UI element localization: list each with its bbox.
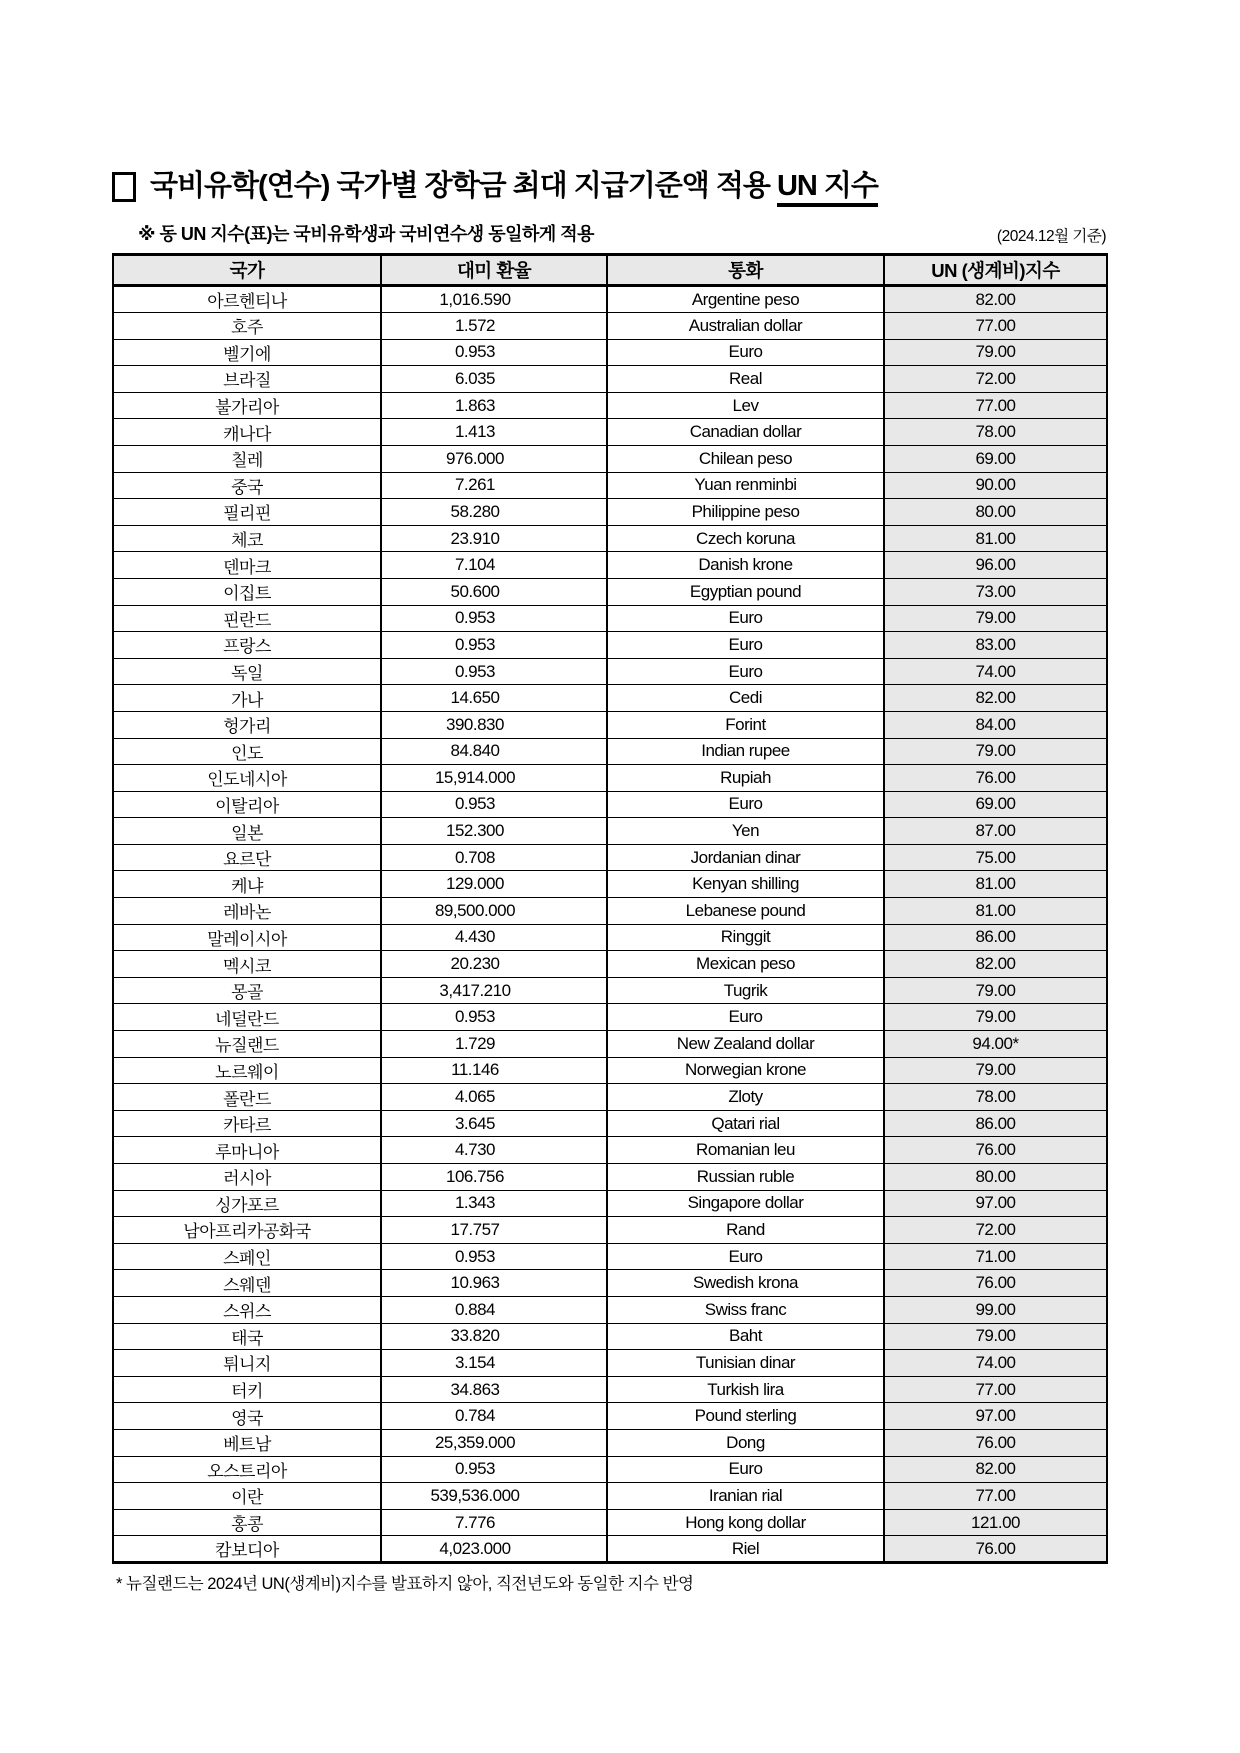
- index-cell: 81.00: [884, 871, 1107, 898]
- index-cell: 86.00: [884, 924, 1107, 951]
- page-title: [150, 168, 878, 204]
- currency-cell: Romanian leu: [607, 1137, 884, 1164]
- rate-cell: 4.430: [381, 924, 607, 951]
- table-row: [113, 1031, 1107, 1058]
- rate-cell: 0.953: [381, 1004, 607, 1031]
- header-currency: 통화: [607, 255, 884, 286]
- table-row: [113, 1376, 1107, 1403]
- table-row: [113, 605, 1107, 632]
- un-index-table: [112, 253, 1108, 1564]
- country-cell: 요르단: [113, 844, 381, 871]
- rate-cell: 3.645: [381, 1110, 607, 1137]
- index-cell: 97.00: [884, 1403, 1107, 1430]
- rate-cell: 7.776: [381, 1509, 607, 1536]
- table-row: [113, 578, 1107, 605]
- currency-cell: Riel: [607, 1536, 884, 1563]
- title-row: [112, 168, 1106, 204]
- table-row: [113, 1137, 1107, 1164]
- table-row: [113, 632, 1107, 659]
- country-cell: 태국: [113, 1323, 381, 1350]
- country-cell: 노르웨이: [113, 1057, 381, 1084]
- index-cell: 84.00: [884, 711, 1107, 738]
- header-country: 국가: [113, 255, 381, 286]
- country-cell: 터키: [113, 1376, 381, 1403]
- index-cell: 99.00: [884, 1296, 1107, 1323]
- currency-cell: Jordanian dinar: [607, 844, 884, 871]
- country-cell: 스위스: [113, 1296, 381, 1323]
- table-row: [113, 286, 1107, 313]
- currency-cell: Chilean peso: [607, 445, 884, 472]
- table-row: [113, 552, 1107, 579]
- subtitle-note: ※ 동 UN 지수(표)는 국비유학생과 국비연수생 동일하게 적용: [138, 224, 595, 244]
- rate-cell: 33.820: [381, 1323, 607, 1350]
- country-cell: 오스트리아: [113, 1456, 381, 1483]
- rate-cell: 58.280: [381, 499, 607, 526]
- index-cell: 81.00: [884, 898, 1107, 925]
- rate-cell: 11.146: [381, 1057, 607, 1084]
- table-row: [113, 951, 1107, 978]
- table-row: [113, 818, 1107, 845]
- country-cell: 호주: [113, 313, 381, 340]
- index-cell: 82.00: [884, 951, 1107, 978]
- country-cell: 덴마크: [113, 552, 381, 579]
- table-row: [113, 1190, 1107, 1217]
- country-cell: 프랑스: [113, 632, 381, 659]
- table-row: [113, 924, 1107, 951]
- index-cell: 79.00: [884, 738, 1107, 765]
- rate-cell: 25,359.000: [381, 1429, 607, 1456]
- country-cell: 이집트: [113, 578, 381, 605]
- table-row: [113, 844, 1107, 871]
- country-cell: 인도: [113, 738, 381, 765]
- currency-cell: Euro: [607, 1243, 884, 1270]
- table-row: [113, 419, 1107, 446]
- country-cell: 가나: [113, 685, 381, 712]
- rate-cell: 0.953: [381, 791, 607, 818]
- rate-cell: 106.756: [381, 1164, 607, 1191]
- table-row: [113, 765, 1107, 792]
- currency-cell: Baht: [607, 1323, 884, 1350]
- rate-cell: 1.729: [381, 1031, 607, 1058]
- country-cell: 카타르: [113, 1110, 381, 1137]
- country-cell: 튀니지: [113, 1350, 381, 1377]
- table-row: [113, 499, 1107, 526]
- table-row: [113, 1164, 1107, 1191]
- currency-cell: Hong kong dollar: [607, 1509, 884, 1536]
- currency-cell: Ringgit: [607, 924, 884, 951]
- currency-cell: Euro: [607, 1004, 884, 1031]
- country-cell: 베트남: [113, 1429, 381, 1456]
- rate-cell: 34.863: [381, 1376, 607, 1403]
- currency-cell: Czech koruna: [607, 525, 884, 552]
- rate-cell: 20.230: [381, 951, 607, 978]
- currency-cell: Egyptian pound: [607, 578, 884, 605]
- country-cell: 중국: [113, 472, 381, 499]
- currency-cell: Real: [607, 366, 884, 393]
- rate-cell: 1.413: [381, 419, 607, 446]
- index-cell: 96.00: [884, 552, 1107, 579]
- table-row: [113, 1004, 1107, 1031]
- index-cell: 78.00: [884, 419, 1107, 446]
- table-row: [113, 738, 1107, 765]
- table-row: [113, 1217, 1107, 1244]
- rate-cell: 7.261: [381, 472, 607, 499]
- country-cell: 홍콩: [113, 1509, 381, 1536]
- currency-cell: Philippine peso: [607, 499, 884, 526]
- rate-cell: 50.600: [381, 578, 607, 605]
- country-cell: 이탈리아: [113, 791, 381, 818]
- country-cell: 벨기에: [113, 339, 381, 366]
- rate-cell: 14.650: [381, 685, 607, 712]
- country-cell: 말레이시아: [113, 924, 381, 951]
- currency-cell: New Zealand dollar: [607, 1031, 884, 1058]
- document-content: [112, 168, 1106, 1594]
- currency-cell: Swedish krona: [607, 1270, 884, 1297]
- table-row: [113, 392, 1107, 419]
- page-title-main: 국비유학(연수) 국가별 장학금 최대 지급기준액 적용: [150, 170, 777, 202]
- rate-cell: 4.730: [381, 1137, 607, 1164]
- currency-cell: Singapore dollar: [607, 1190, 884, 1217]
- index-cell: 69.00: [884, 791, 1107, 818]
- country-cell: 아르헨티나: [113, 286, 381, 313]
- index-cell: 81.00: [884, 525, 1107, 552]
- index-cell: 79.00: [884, 605, 1107, 632]
- index-cell: 90.00: [884, 472, 1107, 499]
- table-row: [113, 366, 1107, 393]
- index-cell: 86.00: [884, 1110, 1107, 1137]
- table-row: [113, 658, 1107, 685]
- index-cell: 75.00: [884, 844, 1107, 871]
- country-cell: 칠레: [113, 445, 381, 472]
- index-cell: 82.00: [884, 286, 1107, 313]
- index-cell: 79.00: [884, 1323, 1107, 1350]
- index-cell: 72.00: [884, 366, 1107, 393]
- index-cell: 77.00: [884, 313, 1107, 340]
- rate-cell: 7.104: [381, 552, 607, 579]
- index-cell: 71.00: [884, 1243, 1107, 1270]
- rate-cell: 1.343: [381, 1190, 607, 1217]
- index-cell: 79.00: [884, 1057, 1107, 1084]
- index-cell: 83.00: [884, 632, 1107, 659]
- rate-cell: 0.953: [381, 632, 607, 659]
- index-cell: 76.00: [884, 1536, 1107, 1563]
- table-row: [113, 339, 1107, 366]
- currency-cell: Qatari rial: [607, 1110, 884, 1137]
- index-cell: 80.00: [884, 499, 1107, 526]
- table-row: [113, 898, 1107, 925]
- country-cell: 싱가포르: [113, 1190, 381, 1217]
- currency-cell: Yen: [607, 818, 884, 845]
- country-cell: 필리핀: [113, 499, 381, 526]
- rate-cell: 17.757: [381, 1217, 607, 1244]
- index-cell: 79.00: [884, 1004, 1107, 1031]
- country-cell: 불가리아: [113, 392, 381, 419]
- table-row: [113, 1429, 1107, 1456]
- currency-cell: Argentine peso: [607, 286, 884, 313]
- table-row: [113, 1243, 1107, 1270]
- country-cell: 레바논: [113, 898, 381, 925]
- country-cell: 일본: [113, 818, 381, 845]
- index-cell: 80.00: [884, 1164, 1107, 1191]
- currency-cell: Lev: [607, 392, 884, 419]
- index-cell: 77.00: [884, 392, 1107, 419]
- index-cell: 76.00: [884, 1137, 1107, 1164]
- country-cell: 뉴질랜드: [113, 1031, 381, 1058]
- index-cell: 121.00: [884, 1509, 1107, 1536]
- currency-cell: Tugrik: [607, 977, 884, 1004]
- table-row: [113, 313, 1107, 340]
- index-cell: 78.00: [884, 1084, 1107, 1111]
- table-row: [113, 1084, 1107, 1111]
- currency-cell: Euro: [607, 1456, 884, 1483]
- currency-cell: Mexican peso: [607, 951, 884, 978]
- currency-cell: Zloty: [607, 1084, 884, 1111]
- date-note: (2024.12월 기준): [996, 228, 1106, 245]
- rate-cell: 84.840: [381, 738, 607, 765]
- currency-cell: Rupiah: [607, 765, 884, 792]
- country-cell: 브라질: [113, 366, 381, 393]
- page-title-underlined: UN 지수: [777, 170, 878, 207]
- index-cell: 73.00: [884, 578, 1107, 605]
- table-row: [113, 791, 1107, 818]
- country-cell: 케냐: [113, 871, 381, 898]
- rate-cell: 4.065: [381, 1084, 607, 1111]
- currency-cell: Russian ruble: [607, 1164, 884, 1191]
- country-cell: 남아프리카공화국: [113, 1217, 381, 1244]
- rate-cell: 6.035: [381, 366, 607, 393]
- table-row: [113, 1403, 1107, 1430]
- rate-cell: 89,500.000: [381, 898, 607, 925]
- currency-cell: Indian rupee: [607, 738, 884, 765]
- rate-cell: 0.953: [381, 339, 607, 366]
- currency-cell: Iranian rial: [607, 1483, 884, 1510]
- table-row: [113, 1536, 1107, 1563]
- country-cell: 독일: [113, 658, 381, 685]
- index-cell: 79.00: [884, 977, 1107, 1004]
- index-cell: 97.00: [884, 1190, 1107, 1217]
- title-checkbox-icon: [112, 172, 136, 202]
- table-row: [113, 711, 1107, 738]
- table-row: [113, 472, 1107, 499]
- currency-cell: Turkish lira: [607, 1376, 884, 1403]
- currency-cell: Swiss franc: [607, 1296, 884, 1323]
- table-row: [113, 871, 1107, 898]
- footnote: * 뉴질랜드는 2024년 UN(생계비)지수를 발표하지 않아, 직전년도와 동일한 지수 반영: [116, 1575, 694, 1594]
- rate-cell: 152.300: [381, 818, 607, 845]
- currency-cell: Danish krone: [607, 552, 884, 579]
- currency-cell: Lebanese pound: [607, 898, 884, 925]
- currency-cell: Rand: [607, 1217, 884, 1244]
- table-header: [113, 255, 1107, 286]
- rate-cell: 0.784: [381, 1403, 607, 1430]
- rate-cell: 23.910: [381, 525, 607, 552]
- rate-cell: 390.830: [381, 711, 607, 738]
- index-cell: 69.00: [884, 445, 1107, 472]
- country-cell: 핀란드: [113, 605, 381, 632]
- currency-cell: Canadian dollar: [607, 419, 884, 446]
- currency-cell: Euro: [607, 339, 884, 366]
- table-row: [113, 1323, 1107, 1350]
- table-row: [113, 1296, 1107, 1323]
- index-cell: 82.00: [884, 685, 1107, 712]
- index-cell: 94.00*: [884, 1031, 1107, 1058]
- index-cell: 76.00: [884, 1429, 1107, 1456]
- country-cell: 멕시코: [113, 951, 381, 978]
- table-row: [113, 445, 1107, 472]
- currency-cell: Euro: [607, 658, 884, 685]
- table-row: [113, 685, 1107, 712]
- index-cell: 76.00: [884, 1270, 1107, 1297]
- table-row: [113, 977, 1107, 1004]
- table-row: [113, 1110, 1107, 1137]
- rate-cell: 0.953: [381, 1456, 607, 1483]
- index-cell: 77.00: [884, 1376, 1107, 1403]
- header-un-index: UN (생계비)지수: [884, 255, 1107, 286]
- index-cell: 82.00: [884, 1456, 1107, 1483]
- index-cell: 79.00: [884, 339, 1107, 366]
- country-cell: 인도네시아: [113, 765, 381, 792]
- currency-cell: Euro: [607, 791, 884, 818]
- index-cell: 72.00: [884, 1217, 1107, 1244]
- subtitle-row: [112, 220, 1106, 246]
- rate-cell: 539,536.000: [381, 1483, 607, 1510]
- rate-cell: 0.953: [381, 658, 607, 685]
- table-row: [113, 525, 1107, 552]
- table-row: [113, 1350, 1107, 1377]
- currency-cell: Kenyan shilling: [607, 871, 884, 898]
- rate-cell: 10.963: [381, 1270, 607, 1297]
- currency-cell: Pound sterling: [607, 1403, 884, 1430]
- index-cell: 76.00: [884, 765, 1107, 792]
- currency-cell: Euro: [607, 632, 884, 659]
- country-cell: 캐나다: [113, 419, 381, 446]
- country-cell: 몽골: [113, 977, 381, 1004]
- table-row: [113, 1483, 1107, 1510]
- rate-cell: 4,023.000: [381, 1536, 607, 1563]
- rate-cell: 0.953: [381, 1243, 607, 1270]
- country-cell: 루마니아: [113, 1137, 381, 1164]
- currency-cell: Norwegian krone: [607, 1057, 884, 1084]
- rate-cell: 1.572: [381, 313, 607, 340]
- table-row: [113, 1057, 1107, 1084]
- currency-cell: Cedi: [607, 685, 884, 712]
- index-cell: 87.00: [884, 818, 1107, 845]
- table-row: [113, 1456, 1107, 1483]
- rate-cell: 976.000: [381, 445, 607, 472]
- rate-cell: 0.708: [381, 844, 607, 871]
- rate-cell: 1.863: [381, 392, 607, 419]
- currency-cell: Forint: [607, 711, 884, 738]
- country-cell: 스페인: [113, 1243, 381, 1270]
- country-cell: 스웨덴: [113, 1270, 381, 1297]
- currency-cell: Dong: [607, 1429, 884, 1456]
- country-cell: 폴란드: [113, 1084, 381, 1111]
- rate-cell: 3.154: [381, 1350, 607, 1377]
- rate-cell: 0.953: [381, 605, 607, 632]
- currency-cell: Australian dollar: [607, 313, 884, 340]
- currency-cell: Euro: [607, 605, 884, 632]
- country-cell: 영국: [113, 1403, 381, 1430]
- rate-cell: 129.000: [381, 871, 607, 898]
- rate-cell: 3,417.210: [381, 977, 607, 1004]
- rate-cell: 15,914.000: [381, 765, 607, 792]
- country-cell: 네덜란드: [113, 1004, 381, 1031]
- country-cell: 캄보디아: [113, 1536, 381, 1563]
- country-cell: 헝가리: [113, 711, 381, 738]
- currency-cell: Tunisian dinar: [607, 1350, 884, 1377]
- index-cell: 77.00: [884, 1483, 1107, 1510]
- table-row: [113, 1509, 1107, 1536]
- country-cell: 이란: [113, 1483, 381, 1510]
- rate-cell: 0.884: [381, 1296, 607, 1323]
- rate-cell: 1,016.590: [381, 286, 607, 313]
- currency-cell: Yuan renminbi: [607, 472, 884, 499]
- index-cell: 74.00: [884, 658, 1107, 685]
- index-cell: 74.00: [884, 1350, 1107, 1377]
- country-cell: 러시아: [113, 1164, 381, 1191]
- table-row: [113, 1270, 1107, 1297]
- country-cell: 체코: [113, 525, 381, 552]
- table-body: [113, 286, 1107, 1563]
- header-exchange-rate: 대미 환율: [381, 255, 607, 286]
- table-header-row: [113, 255, 1107, 286]
